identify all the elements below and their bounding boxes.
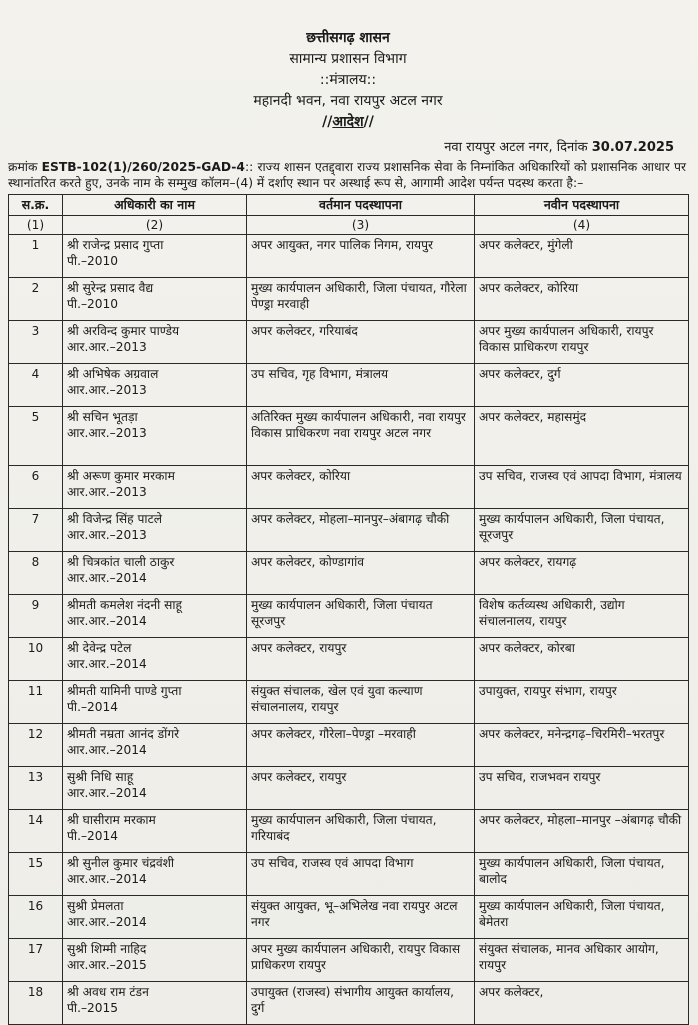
officer-cell xyxy=(63,939,247,982)
new-posting-cell: अपर कलेक्टर, कोरबा xyxy=(475,638,689,681)
serial-cell: 13 xyxy=(9,767,63,810)
officer-cell xyxy=(63,407,247,466)
new-posting-cell: उप सचिव, राजभवन रायपुर xyxy=(475,767,689,810)
officer-service: पी.–2010 xyxy=(67,297,119,311)
officer-service: आर.आर.–2014 xyxy=(67,657,147,671)
serial-cell: 15 xyxy=(9,853,63,896)
table-row xyxy=(9,552,689,595)
officer-name: श्री अवध राम टंडन xyxy=(67,985,149,999)
letterhead xyxy=(8,28,688,133)
table-row xyxy=(9,638,689,681)
officer-cell xyxy=(63,509,247,552)
table-row xyxy=(9,767,689,810)
table-row xyxy=(9,235,689,278)
officer-name: श्री राजेन्द्र प्रसाद गुप्ता xyxy=(67,238,164,252)
header-officer-name: अधिकारी का नाम xyxy=(63,195,247,216)
officer-service: आर.आर.–2014 xyxy=(67,786,147,800)
current-posting-cell: अतिरिक्त मुख्य कार्यपालन अधिकारी, नवा रायपुर विकास प्राधिकरण नवा रायपुर अटल नगर xyxy=(247,407,475,466)
officer-service: आर.आर.–2013 xyxy=(67,340,147,354)
current-posting-cell: उप सचिव, गृह विभाग, मंत्रालय xyxy=(247,364,475,407)
table-row xyxy=(9,810,689,853)
officer-cell xyxy=(63,466,247,509)
officer-cell xyxy=(63,896,247,939)
current-posting-cell: उप सचिव, राजस्व एवं आपदा विभाग xyxy=(247,853,475,896)
current-posting-cell: मुख्य कार्यपालन अधिकारी, जिला पंचायत, गरियाबंद xyxy=(247,810,475,853)
officer-service: आर.आर.–2013 xyxy=(67,426,147,440)
officer-service: आर.आर.–2013 xyxy=(67,485,147,499)
current-posting-cell: अपर कलेक्टर, कोरिया xyxy=(247,466,475,509)
serial-cell: 4 xyxy=(9,364,63,407)
header-current-posting: वर्तमान पदस्थापना xyxy=(247,195,475,216)
current-posting-cell: अपर आयुक्त, नगर पालिक निगम, रायपुर xyxy=(247,235,475,278)
ministry-label: ::मंत्रालय:: xyxy=(319,72,377,88)
place-text: नवा रायपुर अटल नगर, दिनांक xyxy=(444,140,588,155)
current-posting-cell: अपर कलेक्टर, रायपुर xyxy=(247,767,475,810)
serial-cell: 8 xyxy=(9,552,63,595)
officer-service: आर.आर.–2014 xyxy=(67,872,147,886)
officer-cell xyxy=(63,595,247,638)
officer-service: पी.–2014 xyxy=(67,829,119,843)
serial-cell: 11 xyxy=(9,681,63,724)
serial-cell: 9 xyxy=(9,595,63,638)
current-posting-cell: मुख्य कार्यपालन अधिकारी, जिला पंचायत, गौरेला पेण्ड्रा मरवाही xyxy=(247,278,475,321)
column-number-row xyxy=(9,216,689,235)
new-posting-cell: संयुक्त संचालक, मानव अधिकार आयोग, रायपुर xyxy=(475,939,689,982)
officer-name: श्रीमती कमलेश नंदनी साहू xyxy=(67,598,183,612)
office-address: महानदी भवन, नवा रायपुर अटल नगर xyxy=(253,93,443,109)
new-posting-cell: अपर कलेक्टर, मुंगेली xyxy=(475,235,689,278)
table-row xyxy=(9,896,689,939)
order-date: 30.07.2025 xyxy=(591,140,674,155)
officer-name: श्री देवेन्द्र पटेल xyxy=(67,641,132,655)
officer-service: पी.–2014 xyxy=(67,700,119,714)
header-serial: स.क्र. xyxy=(9,195,63,216)
order-reference-number: ESTB-102(1)/260/2025-GAD-4 xyxy=(41,160,245,174)
serial-cell: 17 xyxy=(9,939,63,982)
transfer-table xyxy=(8,194,689,1025)
officer-name: श्रीमती नम्रता आनंद डोंगरे xyxy=(67,727,180,741)
officer-name: श्री चित्रकांत चाली ठाकुर xyxy=(67,555,175,569)
new-posting-cell: विशेष कर्तव्यस्थ अधिकारी, उद्योग संचालनालय, रायपुर xyxy=(475,595,689,638)
new-posting-cell: मुख्य कार्यपालन अधिकारी, जिला पंचायत, बेमेतरा xyxy=(475,896,689,939)
current-posting-cell: मुख्य कार्यपालन अधिकारी, जिला पंचायत सूरजपुर xyxy=(247,595,475,638)
table-row xyxy=(9,853,689,896)
table-row xyxy=(9,724,689,767)
officer-cell xyxy=(63,552,247,595)
order-intro-paragraph xyxy=(8,159,688,191)
officer-name: सुश्री शिम्मी नाहिद xyxy=(67,942,147,956)
table-row xyxy=(9,595,689,638)
serial-cell: 7 xyxy=(9,509,63,552)
table-header-row xyxy=(9,195,689,216)
table-row xyxy=(9,681,689,724)
header-new-posting: नवीन पदस्थापना xyxy=(475,195,689,216)
officer-cell xyxy=(63,767,247,810)
current-posting-cell: अपर मुख्य कार्यपालन अधिकारी, रायपुर विकास प्राधिकरण रायपुर xyxy=(247,939,475,982)
serial-cell: 16 xyxy=(9,896,63,939)
officer-service: पी.–2015 xyxy=(67,1001,119,1015)
new-posting-cell: अपर कलेक्टर, मनेन्द्रगढ़–चिरमिरी–भरतपुर xyxy=(475,724,689,767)
officer-name: श्री घासीराम मरकाम xyxy=(67,813,156,827)
officer-name: श्री सुनील कुमार चंद्रवंशी xyxy=(67,856,175,870)
serial-cell: 3 xyxy=(9,321,63,364)
officer-service: आर.आर.–2013 xyxy=(67,383,147,397)
table-row xyxy=(9,982,689,1025)
officer-name: श्री अरविन्द कुमार पाण्डेय xyxy=(67,324,180,338)
serial-cell: 2 xyxy=(9,278,63,321)
officer-service: आर.आर.–2013 xyxy=(67,528,147,542)
officer-service: पी.–2010 xyxy=(67,254,119,268)
col-number: (1) xyxy=(9,216,63,235)
new-posting-cell: अपर कलेक्टर, दुर्ग xyxy=(475,364,689,407)
serial-cell: 14 xyxy=(9,810,63,853)
officer-cell xyxy=(63,681,247,724)
officer-service: आर.आर.–2015 xyxy=(67,958,147,972)
order-title: //आदेश// xyxy=(322,114,374,130)
officer-name: श्रीमती यामिनी पाण्डे गुप्ता xyxy=(67,684,182,698)
serial-cell: 6 xyxy=(9,466,63,509)
current-posting-cell: संयुक्त संचालक, खेल एवं युवा कल्याण संचालनालय, रायपुर xyxy=(247,681,475,724)
current-posting-cell: अपर कलेक्टर, गौरेला–पेण्ड्रा –मरवाही xyxy=(247,724,475,767)
current-posting-cell: अपर कलेक्टर, मोहला–मानपुर–अंबागढ़ चौकी xyxy=(247,509,475,552)
department-name: सामान्य प्रशासन विभाग xyxy=(289,51,407,67)
current-posting-cell: अपर कलेक्टर, गरियाबंद xyxy=(247,321,475,364)
officer-service: आर.आर.–2014 xyxy=(67,915,147,929)
serial-cell: 12 xyxy=(9,724,63,767)
officer-service: आर.आर.–2014 xyxy=(67,743,147,757)
new-posting-cell: अपर कलेक्टर, मोहला–मानपुर –अंबागढ़ चौकी xyxy=(475,810,689,853)
current-posting-cell: अपर कलेक्टर, रायपुर xyxy=(247,638,475,681)
place-date-line xyxy=(8,137,688,155)
new-posting-cell: अपर कलेक्टर, कोरिया xyxy=(475,278,689,321)
new-posting-cell: मुख्य कार्यपालन अधिकारी, जिला पंचायत, बालोद xyxy=(475,853,689,896)
serial-cell: 10 xyxy=(9,638,63,681)
officer-cell xyxy=(63,982,247,1025)
table-row xyxy=(9,466,689,509)
new-posting-cell: अपर कलेक्टर, रायगढ़ xyxy=(475,552,689,595)
col-number: (2) xyxy=(63,216,247,235)
officer-name: श्री अरूण कुमार मरकाम xyxy=(67,469,175,483)
new-posting-cell: उपायुक्त, रायपुर संभाग, रायपुर xyxy=(475,681,689,724)
table-row xyxy=(9,509,689,552)
officer-name: सुश्री निधि साहू xyxy=(67,770,134,784)
col-number: (3) xyxy=(247,216,475,235)
table-row xyxy=(9,939,689,982)
new-posting-cell: मुख्य कार्यपालन अधिकारी, जिला पंचायत, सूरजपुर xyxy=(475,509,689,552)
officer-cell xyxy=(63,235,247,278)
officer-cell xyxy=(63,724,247,767)
officer-cell xyxy=(63,364,247,407)
officer-cell xyxy=(63,853,247,896)
ref-prefix: क्रमांक xyxy=(8,160,38,174)
officer-cell xyxy=(63,278,247,321)
serial-cell: 18 xyxy=(9,982,63,1025)
current-posting-cell: उपायुक्त (राजस्व) संभागीय आयुक्त कार्यालय, दुर्ग xyxy=(247,982,475,1025)
government-name: छत्तीसगढ़ शासन xyxy=(306,30,390,46)
col-number: (4) xyxy=(475,216,689,235)
officer-name: श्री विजेन्द्र सिंह पाटले xyxy=(67,512,162,526)
officer-service: आर.आर.–2014 xyxy=(67,614,147,628)
table-row xyxy=(9,364,689,407)
officer-name: सुश्री प्रेमलता xyxy=(67,899,124,913)
current-posting-cell: संयुक्त आयुक्त, भू–अभिलेख नवा रायपुर अटल नगर xyxy=(247,896,475,939)
officer-cell xyxy=(63,638,247,681)
table-row xyxy=(9,278,689,321)
officer-name: श्री सचिन भूतड़ा xyxy=(67,410,138,424)
new-posting-cell: अपर मुख्य कार्यपालन अधिकारी, रायपुर विकास प्राधिकरण रायपुर xyxy=(475,321,689,364)
new-posting-cell: उप सचिव, राजस्व एवं आपदा विभाग, मंत्रालय xyxy=(475,466,689,509)
current-posting-cell: अपर कलेक्टर, कोण्डागांव xyxy=(247,552,475,595)
intro-text: :: राज्य शासन एतद्द्वारा राज्य प्रशासनिक सेवा के निम्नांकित अधिकारियों को प्रशासनिक आधार पर स्थानांतरित करते हुए, उनके नाम के सम्मुख कॉलम–(4) में दर्शाए स्थान पर अस्थाई रूप से, आगामी आदेश पर्यन्त पदस्थ करता है:– xyxy=(8,160,686,190)
officer-name: श्री सुरेन्द्र प्रसाद वैद्य xyxy=(67,281,154,295)
serial-cell: 5 xyxy=(9,407,63,466)
new-posting-cell: अपर कलेक्टर, xyxy=(475,982,689,1025)
new-posting-cell: अपर कलेक्टर, महासमुंद xyxy=(475,407,689,466)
table-row xyxy=(9,321,689,364)
serial-cell: 1 xyxy=(9,235,63,278)
officer-cell xyxy=(63,810,247,853)
officer-cell xyxy=(63,321,247,364)
officer-name: श्री अभिषेक अग्रवाल xyxy=(67,367,159,381)
officer-service: आर.आर.–2014 xyxy=(67,571,147,585)
table-row xyxy=(9,407,689,466)
